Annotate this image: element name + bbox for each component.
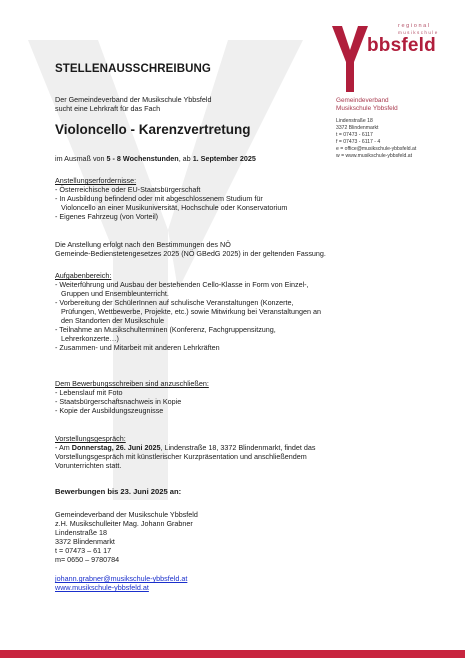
task-item: - Vorbereitung der SchülerInnen auf schulische Veranstaltungen (Konzerte, xyxy=(55,298,294,307)
address-line: Lindenstraße 18 xyxy=(336,118,373,124)
address-line: 3372 Blindenmarkt xyxy=(336,125,379,131)
email-link[interactable]: johann.grabner@musikschule-ybbsfeld.at xyxy=(55,574,188,583)
task-item: Gruppen und Ensembleunterricht. xyxy=(55,289,169,298)
logo-wordmark: bbsfeld xyxy=(367,35,436,56)
footer-bar xyxy=(0,650,465,658)
logo-musikschule: musikschule xyxy=(398,30,439,35)
logo-regional: regional xyxy=(398,23,431,29)
scope-prefix: im Ausmaß von xyxy=(55,154,107,163)
interview-prefix: - Am xyxy=(55,443,72,452)
org-name-line2: Musikschule Ybbsfeld xyxy=(336,105,398,112)
employment-line: Gemeinde-Bedienstetengesetzes 2025 (NÖ GBedG 2025) in der geltenden Fassung. xyxy=(55,249,326,258)
task-item: den Standorten der Musikschule xyxy=(55,316,165,325)
logo-y-mark xyxy=(330,22,370,94)
intro-line: Der Gemeindeverband der Musikschule Ybbsfeld xyxy=(55,95,212,104)
interview-line: Vorunterrichten statt. xyxy=(55,461,122,470)
interview-line: Vorstellungsgespräch mit künstlerischer Kurzpräsentation und anschließendem xyxy=(55,452,307,461)
org-name-line1: Gemeindeverband xyxy=(336,97,389,104)
requirement-item: - Österreichische oder EU-Staatsbürgerschaft xyxy=(55,185,201,194)
attachment-item: - Lebenslauf mit Foto xyxy=(55,388,123,397)
requirement-item: Violoncello an einer Musikuniversität, Hochschule oder Konservatorium xyxy=(55,203,288,212)
contact-line: t = 07473 – 61 17 xyxy=(55,546,112,555)
interview-suffix: , Lindenstraße 18, 3372 Blindenmarkt, findet das xyxy=(160,443,316,452)
task-item: - Weiterführung und Ausbau der bestehenden Cello-Klasse in Form von Einzel-, xyxy=(55,280,309,289)
subject-heading: Violoncello - Karenzvertretung xyxy=(55,122,251,137)
email-line: e = office@musikschule-ybbsfeld.at xyxy=(336,146,417,152)
fax-line: f = 07473 - 6117 - 4 xyxy=(336,139,381,145)
interview-heading: Vorstellungsgespräch: xyxy=(55,434,126,443)
task-item: Lehrerkonzerte…) xyxy=(55,334,119,343)
contact-line: z.H. Musikschulleiter Mag. Johann Grabner xyxy=(55,519,193,528)
task-item: Prüfungen, Wettbewerbe, Projekte, etc.) sowie Mitwirkung bei Veranstaltungen an xyxy=(55,307,321,316)
phone-line: t = 07473 - 6117 xyxy=(336,132,373,138)
requirement-item: - In Ausbildung befindend oder mit abgeschlossenem Studium für xyxy=(55,194,263,203)
attachment-item: - Kopie der Ausbildungszeugnisse xyxy=(55,406,164,415)
contact-line: Gemeindeverband der Musikschule Ybbsfeld xyxy=(55,510,198,519)
intro-line: sucht eine Lehrkraft für das Fach xyxy=(55,104,161,113)
interview-date: Donnerstag, 26. Juni 2025 xyxy=(71,443,161,452)
task-item: - Teilnahme an Musikschulterminen (Konferenz, Fachgruppensitzung, xyxy=(55,325,276,334)
scope-hours: 5 - 8 Wochenstunden xyxy=(106,154,179,163)
task-item: - Zusammen- und Mitarbeit mit anderen Lehrkräften xyxy=(55,343,220,352)
page-title: STELLENAUSSCHREIBUNG xyxy=(55,63,211,75)
contact-line: Lindenstraße 18 xyxy=(55,528,107,537)
web-line: w = www.musikschule-ybbsfeld.at xyxy=(336,153,413,159)
deadline-heading: Bewerbungen bis 23. Juni 2025 an: xyxy=(55,487,182,496)
attachment-item: - Staatsbürgerschaftsnachweis in Kopie xyxy=(55,397,182,406)
contact-line: m= 0650 – 9780784 xyxy=(55,555,120,564)
scope-line xyxy=(55,154,256,163)
tasks-heading: Aufgabenbereich: xyxy=(55,271,112,280)
website-link[interactable]: www.musikschule-ybbsfeld.at xyxy=(55,583,149,592)
attachments-heading: Dem Bewerbungsschreiben sind anzuschließen: xyxy=(55,379,209,388)
scope-date: 1. September 2025 xyxy=(192,154,256,163)
scope-middle: , ab xyxy=(178,154,193,163)
interview-line xyxy=(55,443,316,452)
contact-line: 3372 Blindenmarkt xyxy=(55,537,115,546)
requirement-item: - Eigenes Fahrzeug (von Vorteil) xyxy=(55,212,159,221)
employment-line: Die Anstellung erfolgt nach den Bestimmungen des NÖ xyxy=(55,240,231,249)
requirements-heading: Anstellungserfordernisse: xyxy=(55,176,137,185)
